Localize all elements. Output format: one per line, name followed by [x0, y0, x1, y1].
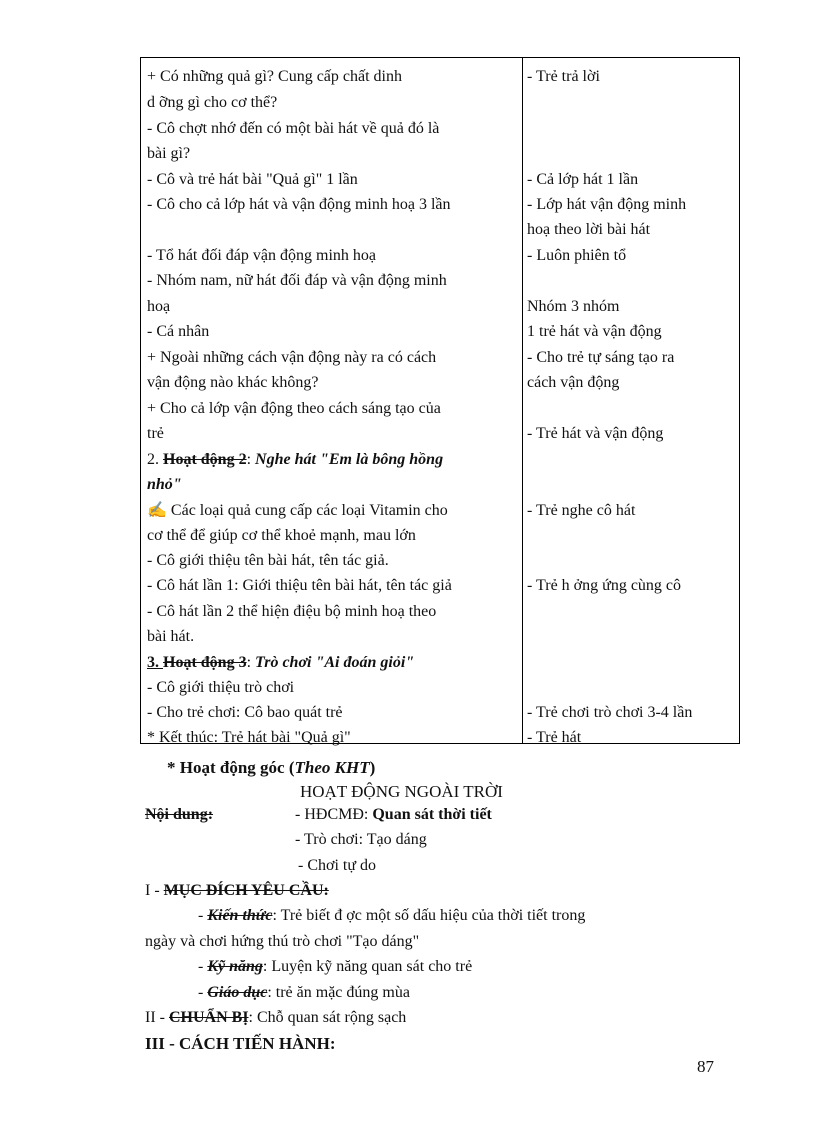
content-item-prefix: - HĐCMĐ: — [295, 806, 373, 823]
left-line: vận động nào khác không? — [147, 374, 319, 391]
activity-2-label: Hoạt động 2 — [163, 451, 247, 468]
activity-3-label: Hoạt động 3 — [163, 654, 247, 671]
right-line: cách vận động — [527, 374, 620, 391]
activity-3-number: 3. — [147, 654, 163, 671]
right-line: - Trẻ chơi trò chơi 3-4 lần — [527, 704, 693, 721]
content-item-game: - Trò chơi: Tạo dáng — [295, 831, 427, 848]
column-divider — [522, 58, 523, 743]
left-line: - Cô giới thiệu trò chơi — [147, 679, 295, 696]
bullet: * — [167, 758, 176, 777]
activity-2-heading — [147, 450, 443, 470]
left-line: + Cho cả lớp vận động theo cách sáng tạo của — [147, 400, 441, 417]
knowledge-label: Kiến thức — [207, 907, 273, 924]
education-line — [198, 983, 410, 1003]
activity-2-colon: : — [246, 451, 256, 468]
page-number: 87 — [697, 1057, 714, 1076]
outdoor-title: HOẠT ĐỘNG NGOÀI TRỜI — [300, 782, 503, 801]
knowledge-line — [198, 906, 585, 926]
corner-activity-heading — [167, 758, 375, 778]
knowledge-text-cont: ngày và chơi hứng thú trò chơi "Tạo dáng" — [145, 933, 420, 950]
left-line: - Cô cho cả lớp hát và vận động minh hoạ 3 lần — [147, 196, 451, 213]
right-line: - Trẻ nghe cô hát — [527, 502, 636, 519]
activity-3-title: Trò chơi "Ai đoán giỏi" — [255, 654, 415, 671]
activity-3-colon: : — [246, 654, 256, 671]
corner-activity-label: Hoạt động góc — [179, 758, 285, 777]
activity-3-heading — [147, 653, 414, 673]
corner-activity-note: Theo KHT — [294, 758, 370, 777]
section-2-text: : Chỗ quan sát rộng sạch — [248, 1009, 407, 1026]
left-line: - Cô và trẻ hát bài "Quả gì" 1 lần — [147, 171, 358, 188]
left-line: bài gì? — [147, 145, 191, 162]
left-line: + Ngoài những cách vận động này ra có cách — [147, 349, 437, 366]
right-line: - Trẻ h ởng ứng cùng cô — [527, 577, 682, 594]
content-item-topic: Quan sát thời tiết — [372, 806, 492, 823]
section-1-number: I - — [145, 882, 164, 899]
left-line: - Nhóm nam, nữ hát đối đáp và vận động minh — [147, 272, 447, 289]
left-line: - Cô giới thiệu tên bài hát, tên tác giả. — [147, 552, 389, 569]
skill-line — [198, 957, 472, 977]
right-line: hoạ theo lời bài hát — [527, 221, 651, 238]
activity-2-title: Nghe hát "Em là bông hồng — [255, 451, 444, 468]
skill-label: Kỹ năng — [207, 958, 263, 975]
paren-close: ) — [369, 758, 376, 777]
left-line: cơ thể để giúp cơ thể khoẻ mạnh, mau lớn — [147, 527, 416, 544]
left-line: ✍ Các loại quả cung cấp các loại Vitamin cho — [147, 502, 448, 519]
section-2-title: CHUẨN BỊ — [168, 1009, 249, 1026]
activity-2-number: 2. — [147, 451, 163, 468]
section-1-title: MỤC ĐÍCH YÊU CẦU: — [163, 882, 329, 899]
dash: - — [198, 958, 208, 975]
left-line: - Cho trẻ chơi: Cô bao quát trẻ — [147, 704, 343, 721]
right-line: - Trẻ hát — [527, 729, 582, 746]
right-line: - Luôn phiên tổ — [527, 247, 627, 264]
right-line: Nhóm 3 nhóm — [527, 298, 620, 315]
right-line: - Trẻ hát và vận động — [527, 425, 664, 442]
right-line: - Cho trẻ tự sáng tạo ra — [527, 349, 675, 366]
left-line: * Kết thúc: Trẻ hát bài "Quả gì" — [147, 729, 351, 746]
left-line: bài hát. — [147, 628, 195, 645]
right-line: - Trẻ trả lời — [527, 68, 600, 85]
section-2-number: II - — [145, 1009, 169, 1026]
left-line: - Tổ hát đối đáp vận động minh hoạ — [147, 247, 376, 264]
skill-text: : Luyện kỹ năng quan sát cho trẻ — [262, 958, 473, 975]
left-line: - Cô chợt nhớ đến có một bài hát về quả đó là — [147, 120, 440, 137]
knowledge-text: : Trẻ biết đ ợc một số dấu hiệu của thời tiết trong — [272, 907, 586, 924]
left-line: - Cô hát lần 1: Giới thiệu tên bài hát, tên tác giả — [147, 577, 452, 594]
education-text: : trẻ ăn mặc đúng mùa — [267, 984, 410, 1001]
right-line: 1 trẻ hát và vận động — [527, 323, 662, 340]
lesson-table — [140, 57, 740, 744]
section-2-heading — [145, 1008, 406, 1028]
left-line: - Cô hát lần 2 thể hiện điệu bộ minh hoạ theo — [147, 603, 437, 620]
content-item-free-play: - Chơi tự do — [298, 857, 377, 874]
content-label: Nội dung: — [145, 806, 214, 823]
dash: - — [198, 984, 208, 1001]
left-line: trẻ — [147, 425, 164, 442]
left-line: + Có những quả gì? Cung cấp chất dinh — [147, 68, 402, 85]
right-line: - Lớp hát vận động minh — [527, 196, 687, 213]
left-line: - Cá nhân — [147, 323, 210, 340]
section-3-heading: III - CÁCH TIẾN HÀNH: — [145, 1034, 336, 1053]
section-1-heading — [145, 881, 329, 901]
left-line: hoạ — [147, 298, 171, 315]
dash: - — [198, 907, 208, 924]
paren-open: ( — [288, 758, 295, 777]
education-label: Giáo dục — [207, 984, 268, 1001]
content-item-observe — [295, 805, 492, 825]
left-line: d ỡng gì cho cơ thể? — [147, 94, 278, 111]
left-line: nhỏ" — [147, 476, 182, 493]
right-line: - Cả lớp hát 1 lần — [527, 171, 639, 188]
